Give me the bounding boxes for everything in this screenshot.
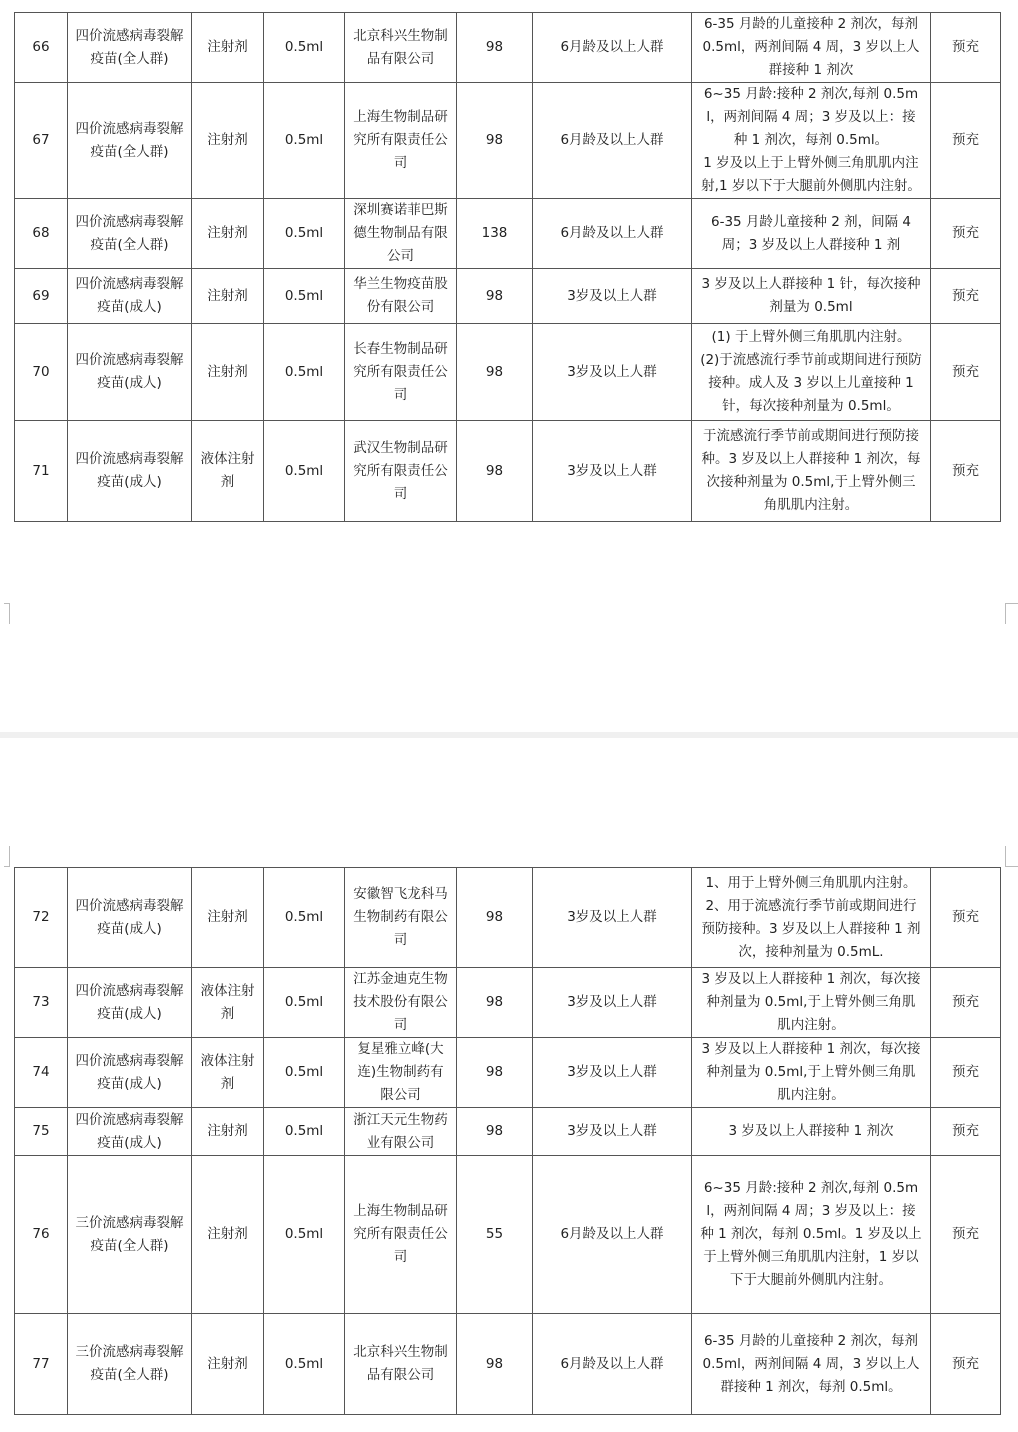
vaccine-name-cell: 四价流感病毒裂解疫苗(成人) bbox=[68, 421, 192, 522]
target-population-cell: 6月龄及以上人群 bbox=[533, 13, 692, 83]
target-population-cell: 6月龄及以上人群 bbox=[533, 1156, 692, 1314]
target-population-cell: 3岁及以上人群 bbox=[533, 421, 692, 522]
table-row bbox=[15, 1314, 1001, 1415]
row-number-cell: 77 bbox=[15, 1314, 68, 1415]
price-cell: 98 bbox=[457, 421, 533, 522]
manufacturer-cell: 华兰生物疫苗股份有限公司 bbox=[345, 269, 457, 324]
row-number-cell: 67 bbox=[15, 83, 68, 199]
manufacturer-cell: 上海生物制品研究所有限责任公司 bbox=[345, 1156, 457, 1314]
dosage-form-cell: 液体注射剂 bbox=[192, 421, 264, 522]
dosage-form-cell: 注射剂 bbox=[192, 868, 264, 968]
dosage-form-cell: 注射剂 bbox=[192, 83, 264, 199]
dosage-form-cell: 注射剂 bbox=[192, 1108, 264, 1156]
vaccine-name-cell: 四价流感病毒裂解疫苗(成人) bbox=[68, 269, 192, 324]
specification-cell: 0.5ml bbox=[264, 269, 345, 324]
row-number-cell: 74 bbox=[15, 1038, 68, 1108]
usage-notes-cell: 6-35 月龄的儿童接种 2 剂次，每剂 0.5ml，两剂间隔 4 周，3 岁以上人群接种 1 剂次，每剂 0.5ml。 bbox=[692, 1314, 931, 1415]
usage-notes-cell: 3 岁及以上人群接种 1 针，每次接种剂量为 0.5ml bbox=[692, 269, 931, 324]
usage-notes-cell: 6-35 月龄的儿童接种 2 剂次，每剂 0.5ml，两剂间隔 4 周，3 岁以上人群接种 1 剂次 bbox=[692, 13, 931, 83]
dosage-form-cell: 注射剂 bbox=[192, 1314, 264, 1415]
vaccine-name-cell: 四价流感病毒裂解疫苗(成人) bbox=[68, 868, 192, 968]
row-number-cell: 76 bbox=[15, 1156, 68, 1314]
usage-notes-cell: 3 岁及以上人群接种 1 剂次，每次接种剂量为 0.5ml,于上臂外侧三角肌肌内注射。 bbox=[692, 968, 931, 1038]
row-number-cell: 73 bbox=[15, 968, 68, 1038]
row-number-cell: 70 bbox=[15, 324, 68, 421]
manufacturer-cell: 北京科兴生物制品有限公司 bbox=[345, 1314, 457, 1415]
price-cell: 98 bbox=[457, 1108, 533, 1156]
target-population-cell: 6月龄及以上人群 bbox=[533, 199, 692, 269]
usage-notes-cell: 3 岁及以上人群接种 1 剂次，每次接种剂量为 0.5ml,于上臂外侧三角肌肌内注射。 bbox=[692, 1038, 931, 1108]
dosage-form-cell: 注射剂 bbox=[192, 199, 264, 269]
manufacturer-cell: 武汉生物制品研究所有限责任公司 bbox=[345, 421, 457, 522]
price-cell: 138 bbox=[457, 199, 533, 269]
table-row bbox=[15, 199, 1001, 269]
specification-cell: 0.5ml bbox=[264, 199, 345, 269]
dosage-form-cell: 液体注射剂 bbox=[192, 1038, 264, 1108]
page-corner-mark bbox=[4, 603, 10, 624]
specification-cell: 0.5ml bbox=[264, 868, 345, 968]
dosage-form-cell: 注射剂 bbox=[192, 324, 264, 421]
vaccine-name-cell: 四价流感病毒裂解疫苗(全人群) bbox=[68, 13, 192, 83]
specification-cell: 0.5ml bbox=[264, 324, 345, 421]
table-row bbox=[15, 1038, 1001, 1108]
row-number-cell: 72 bbox=[15, 868, 68, 968]
table-row bbox=[15, 83, 1001, 199]
row-number-cell: 69 bbox=[15, 269, 68, 324]
package-type-cell: 预充 bbox=[931, 1038, 1001, 1108]
package-type-cell: 预充 bbox=[931, 324, 1001, 421]
page-corner-mark bbox=[1005, 846, 1018, 867]
target-population-cell: 6月龄及以上人群 bbox=[533, 83, 692, 199]
usage-notes-cell: 1、用于上臂外侧三角肌肌内注射。 2、用于流感流行季节前或期间进行预防接种。3 岁及以上人群接种 1 剂次，接种剂量为 0.5mL. bbox=[692, 868, 931, 968]
package-type-cell: 预充 bbox=[931, 1156, 1001, 1314]
package-type-cell: 预充 bbox=[931, 1314, 1001, 1415]
price-cell: 98 bbox=[457, 968, 533, 1038]
dosage-form-cell: 注射剂 bbox=[192, 269, 264, 324]
vaccine-name-cell: 四价流感病毒裂解疫苗(全人群) bbox=[68, 83, 192, 199]
vaccine-name-cell: 四价流感病毒裂解疫苗(成人) bbox=[68, 324, 192, 421]
table-row bbox=[15, 324, 1001, 421]
price-cell: 55 bbox=[457, 1156, 533, 1314]
row-number-cell: 68 bbox=[15, 199, 68, 269]
page-corner-mark bbox=[4, 846, 10, 867]
usage-notes-cell: 3 岁及以上人群接种 1 剂次 bbox=[692, 1108, 931, 1156]
target-population-cell: 6月龄及以上人群 bbox=[533, 1314, 692, 1415]
price-cell: 98 bbox=[457, 1314, 533, 1415]
table-row bbox=[15, 968, 1001, 1038]
vaccine-table-page-2 bbox=[14, 867, 1001, 1415]
vaccine-name-cell: 四价流感病毒裂解疫苗(全人群) bbox=[68, 199, 192, 269]
row-number-cell: 75 bbox=[15, 1108, 68, 1156]
vaccine-table-page-1 bbox=[14, 12, 1001, 522]
package-type-cell: 预充 bbox=[931, 1108, 1001, 1156]
package-type-cell: 预充 bbox=[931, 868, 1001, 968]
manufacturer-cell: 江苏金迪克生物技术股份有限公司 bbox=[345, 968, 457, 1038]
page-corner-mark bbox=[1005, 603, 1018, 624]
package-type-cell: 预充 bbox=[931, 421, 1001, 522]
manufacturer-cell: 深圳赛诺菲巴斯德生物制品有限公司 bbox=[345, 199, 457, 269]
target-population-cell: 3岁及以上人群 bbox=[533, 968, 692, 1038]
table-row bbox=[15, 868, 1001, 968]
manufacturer-cell: 复星雅立峰(大连)生物制药有限公司 bbox=[345, 1038, 457, 1108]
price-cell: 98 bbox=[457, 324, 533, 421]
table-row bbox=[15, 1108, 1001, 1156]
package-type-cell: 预充 bbox=[931, 269, 1001, 324]
manufacturer-cell: 上海生物制品研究所有限责任公司 bbox=[345, 83, 457, 199]
vaccine-name-cell: 四价流感病毒裂解疫苗(成人) bbox=[68, 968, 192, 1038]
vaccine-name-cell: 三价流感病毒裂解疫苗(全人群) bbox=[68, 1156, 192, 1314]
specification-cell: 0.5ml bbox=[264, 1038, 345, 1108]
table-row bbox=[15, 13, 1001, 83]
vaccine-name-cell: 四价流感病毒裂解疫苗(成人) bbox=[68, 1038, 192, 1108]
target-population-cell: 3岁及以上人群 bbox=[533, 324, 692, 421]
specification-cell: 0.5ml bbox=[264, 13, 345, 83]
dosage-form-cell: 注射剂 bbox=[192, 13, 264, 83]
page-break bbox=[0, 732, 1018, 738]
price-cell: 98 bbox=[457, 868, 533, 968]
package-type-cell: 预充 bbox=[931, 199, 1001, 269]
manufacturer-cell: 长春生物制品研究所有限责任公司 bbox=[345, 324, 457, 421]
package-type-cell: 预充 bbox=[931, 13, 1001, 83]
manufacturer-cell: 北京科兴生物制品有限公司 bbox=[345, 13, 457, 83]
usage-notes-cell: (1) 于上臂外侧三角肌肌内注射。 (2)于流感流行季节前或期间进行预防接种。成人及 3 岁以上儿童接种 1 针，每次接种剂量为 0.5ml。 bbox=[692, 324, 931, 421]
manufacturer-cell: 浙江天元生物药业有限公司 bbox=[345, 1108, 457, 1156]
target-population-cell: 3岁及以上人群 bbox=[533, 1038, 692, 1108]
specification-cell: 0.5ml bbox=[264, 83, 345, 199]
usage-notes-cell: 6~35 月龄:接种 2 剂次,每剂 0.5ml，两剂间隔 4 周；3 岁及以上：接种 1 剂次，每剂 0.5ml。1 岁及以上于上臂外侧三角肌肌内注射，1 岁以下于大腿前外侧肌内注射。 bbox=[692, 1156, 931, 1314]
specification-cell: 0.5ml bbox=[264, 1314, 345, 1415]
table-row bbox=[15, 421, 1001, 522]
row-number-cell: 66 bbox=[15, 13, 68, 83]
dosage-form-cell: 注射剂 bbox=[192, 1156, 264, 1314]
target-population-cell: 3岁及以上人群 bbox=[533, 1108, 692, 1156]
price-cell: 98 bbox=[457, 13, 533, 83]
price-cell: 98 bbox=[457, 1038, 533, 1108]
vaccine-name-cell: 四价流感病毒裂解疫苗(成人) bbox=[68, 1108, 192, 1156]
target-population-cell: 3岁及以上人群 bbox=[533, 868, 692, 968]
table-row bbox=[15, 1156, 1001, 1314]
package-type-cell: 预充 bbox=[931, 968, 1001, 1038]
manufacturer-cell: 安徽智飞龙科马生物制药有限公司 bbox=[345, 868, 457, 968]
table-row bbox=[15, 269, 1001, 324]
target-population-cell: 3岁及以上人群 bbox=[533, 269, 692, 324]
dosage-form-cell: 液体注射剂 bbox=[192, 968, 264, 1038]
specification-cell: 0.5ml bbox=[264, 968, 345, 1038]
specification-cell: 0.5ml bbox=[264, 421, 345, 522]
specification-cell: 0.5ml bbox=[264, 1108, 345, 1156]
vaccine-name-cell: 三价流感病毒裂解疫苗(全人群) bbox=[68, 1314, 192, 1415]
package-type-cell: 预充 bbox=[931, 83, 1001, 199]
usage-notes-cell: 6-35 月龄儿童接种 2 剂，间隔 4 周；3 岁及以上人群接种 1 剂 bbox=[692, 199, 931, 269]
row-number-cell: 71 bbox=[15, 421, 68, 522]
price-cell: 98 bbox=[457, 269, 533, 324]
usage-notes-cell: 于流感流行季节前或期间进行预防接种。3 岁及以上人群接种 1 剂次，每次接种剂量为 0.5ml,于上臂外侧三角肌肌内注射。 bbox=[692, 421, 931, 522]
price-cell: 98 bbox=[457, 83, 533, 199]
specification-cell: 0.5ml bbox=[264, 1156, 345, 1314]
usage-notes-cell: 6~35 月龄:接种 2 剂次,每剂 0.5ml，两剂间隔 4 周；3 岁及以上：接种 1 剂次，每剂 0.5ml。 1 岁及以上于上臂外侧三角肌肌内注射,1 岁以下于大腿前外侧肌内注射。 bbox=[692, 83, 931, 199]
